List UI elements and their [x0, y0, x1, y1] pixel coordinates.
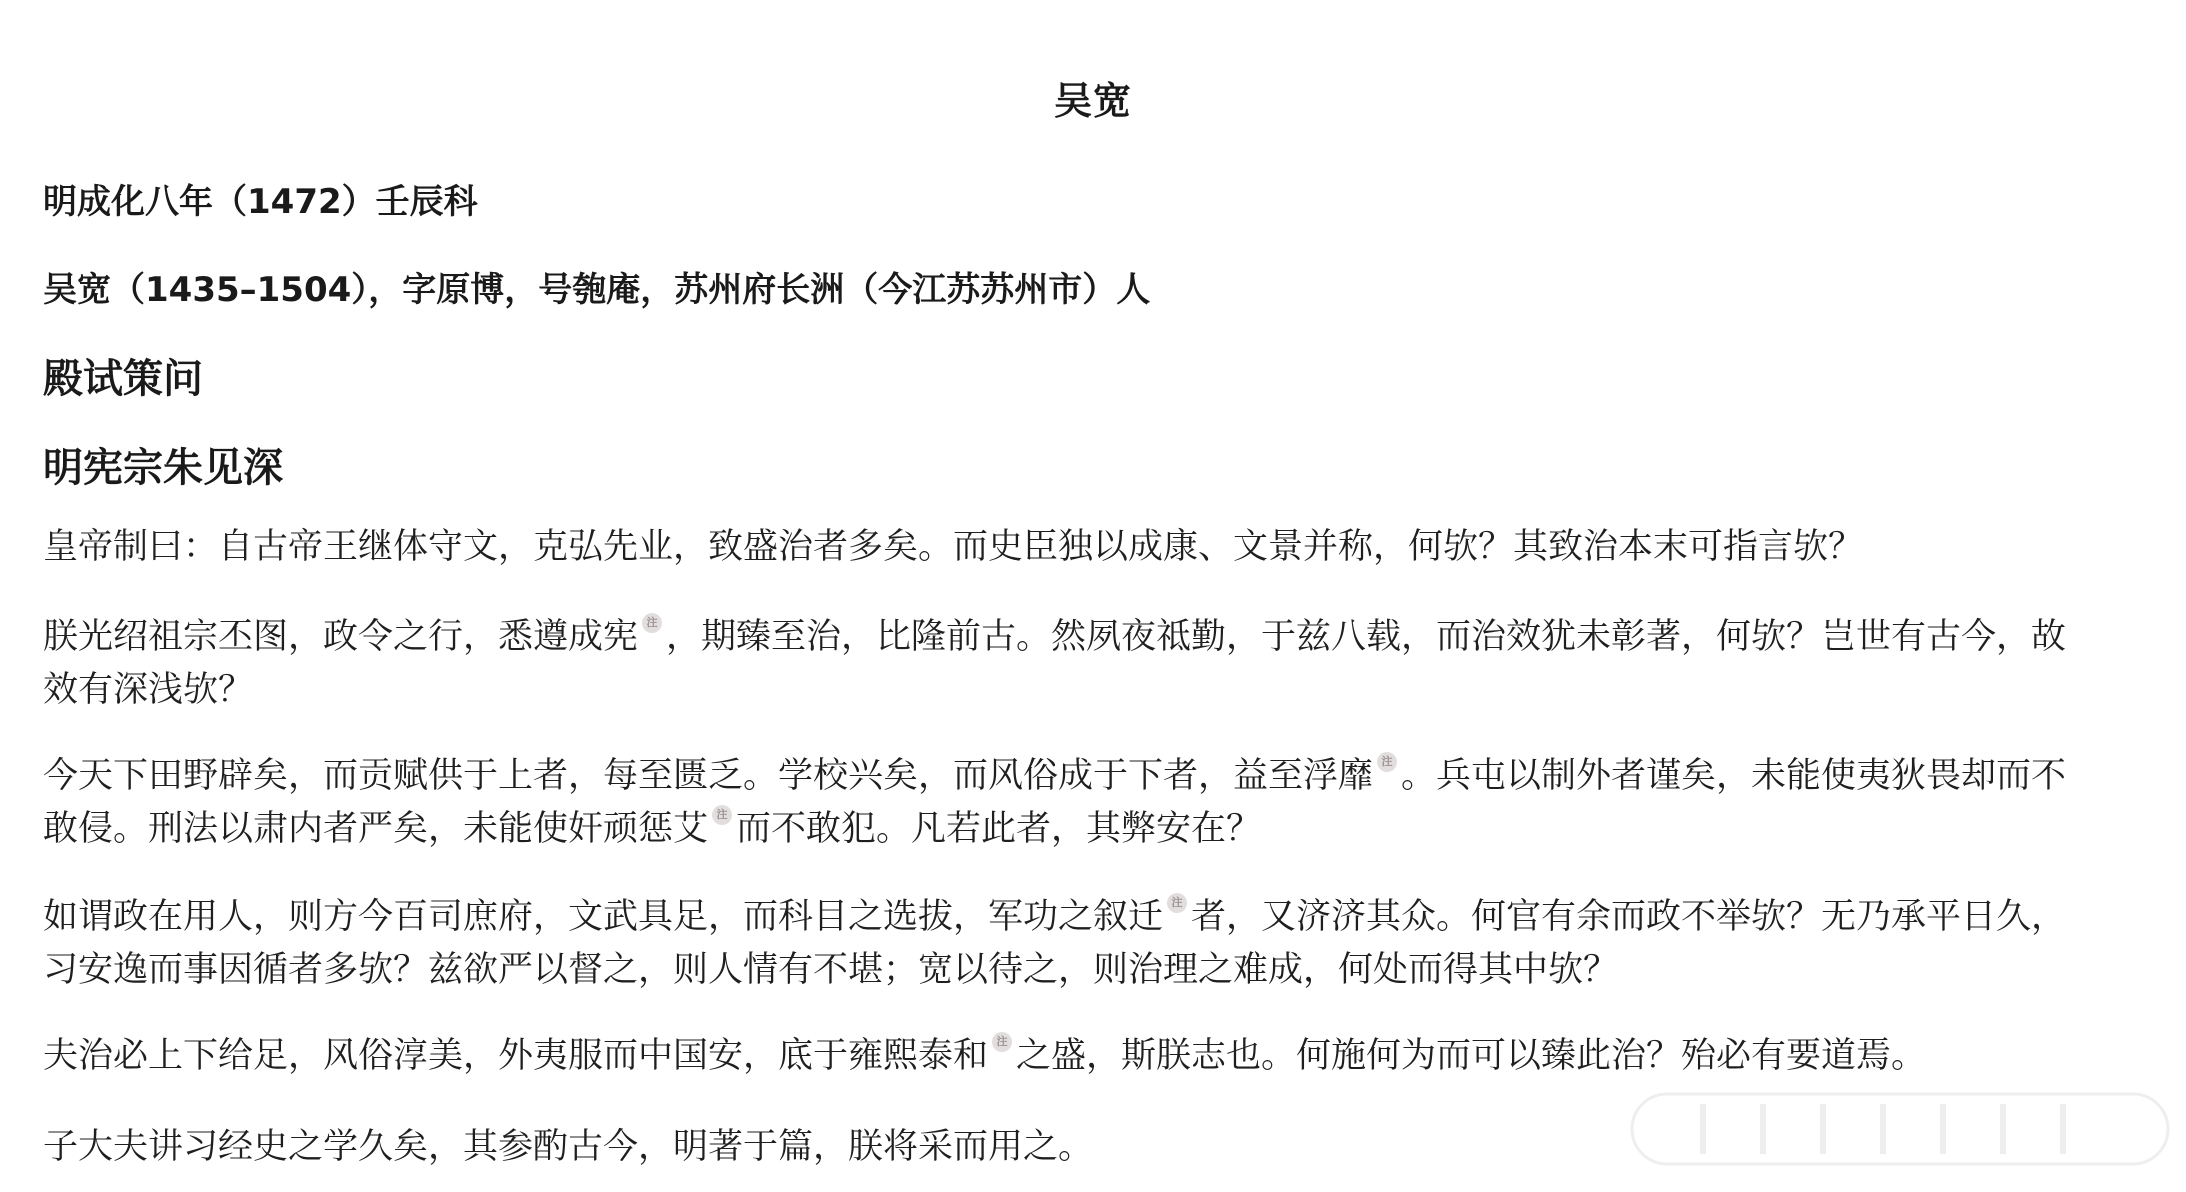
text-segment: 之盛，斯朕志也。何施何为而可以臻此治？殆必有要道焉。 [1016, 1036, 1927, 1076]
emperor-heading: 明宪宗朱见深 [43, 445, 283, 491]
paragraph-line [43, 891, 2143, 944]
annotation-note-icon[interactable]: 注 [712, 805, 732, 825]
exam-heading: 明成化八年（1472）壬辰科 [43, 182, 478, 222]
paragraph-line: 皇帝制曰：自古帝王继体守文，克弘先业，致盛治者多矣。而史臣独以成康、文景并称，何欤？其致治本末可指言欤？ [43, 527, 1864, 567]
text-segment: 今天下田野辟矣，而贡赋供于上者，每至匮乏。学校兴矣，而风俗成于下者，益至浮靡 [43, 756, 1374, 796]
paragraph-line [43, 750, 2143, 803]
text-segment: 。兵屯以制外者谨矣，未能使夷狄畏却而不 [1401, 756, 2067, 796]
paragraph-5 [43, 1030, 2143, 1083]
annotation-note-icon[interactable]: 注 [992, 1032, 1012, 1052]
text-segment: 敢侵。刑法以肃内者严矣，未能使奸顽惩艾 [43, 809, 709, 849]
text-segment: ，期臻至治，比隆前古。然夙夜祗勤，于兹八载，而治效犹未彰著，何欤？岂世有古今，故 [666, 617, 2067, 657]
paragraph-line [43, 611, 2143, 664]
text-segment: 而不敢犯。凡若此者，其弊安在？ [736, 809, 1262, 849]
watermark-icon [1630, 1092, 2170, 1166]
paragraph-line [43, 1030, 2143, 1083]
paragraph-2 [43, 611, 2143, 717]
text-segment: 如谓政在用人，则方今百司庶府，文武具足，而科目之选拔，军功之叙迁 [43, 897, 1164, 937]
annotation-note-icon[interactable]: 注 [642, 613, 662, 633]
paragraph-line [43, 803, 2143, 856]
text-segment: 朕光绍祖宗丕图，政令之行，悉遵成宪 [43, 617, 639, 657]
text-segment: 者，又济济其众。何官有余而政不举欤？无乃承平日久， [1191, 897, 2067, 937]
page-title: 吴宽 [1053, 79, 1132, 123]
paragraph-line: 效有深浅欤？ [43, 670, 254, 710]
biography-heading: 吴宽（1435–1504），字原博，号匏庵，苏州府长洲（今江苏苏州市）人 [43, 270, 1151, 310]
section-heading: 殿试策问 [43, 356, 203, 402]
paragraph-line: 子大夫讲习经史之学久矣，其参酌古今，明著于篇，朕将采而用之。 [43, 1127, 1094, 1167]
annotation-note-icon[interactable]: 注 [1167, 893, 1187, 913]
paragraph-line: 习安逸而事因循者多欤？兹欲严以督之，则人情有不堪；宽以待之，则治理之难成，何处而得其中欤？ [43, 950, 1619, 990]
paragraph-1 [43, 521, 2143, 574]
paragraph-4 [43, 891, 2143, 997]
text-segment: 夫治必上下给足，风俗淳美，外夷服而中国安，底于雍熙泰和 [43, 1036, 989, 1076]
annotation-note-icon[interactable]: 注 [1377, 752, 1397, 772]
paragraph-3 [43, 750, 2143, 856]
